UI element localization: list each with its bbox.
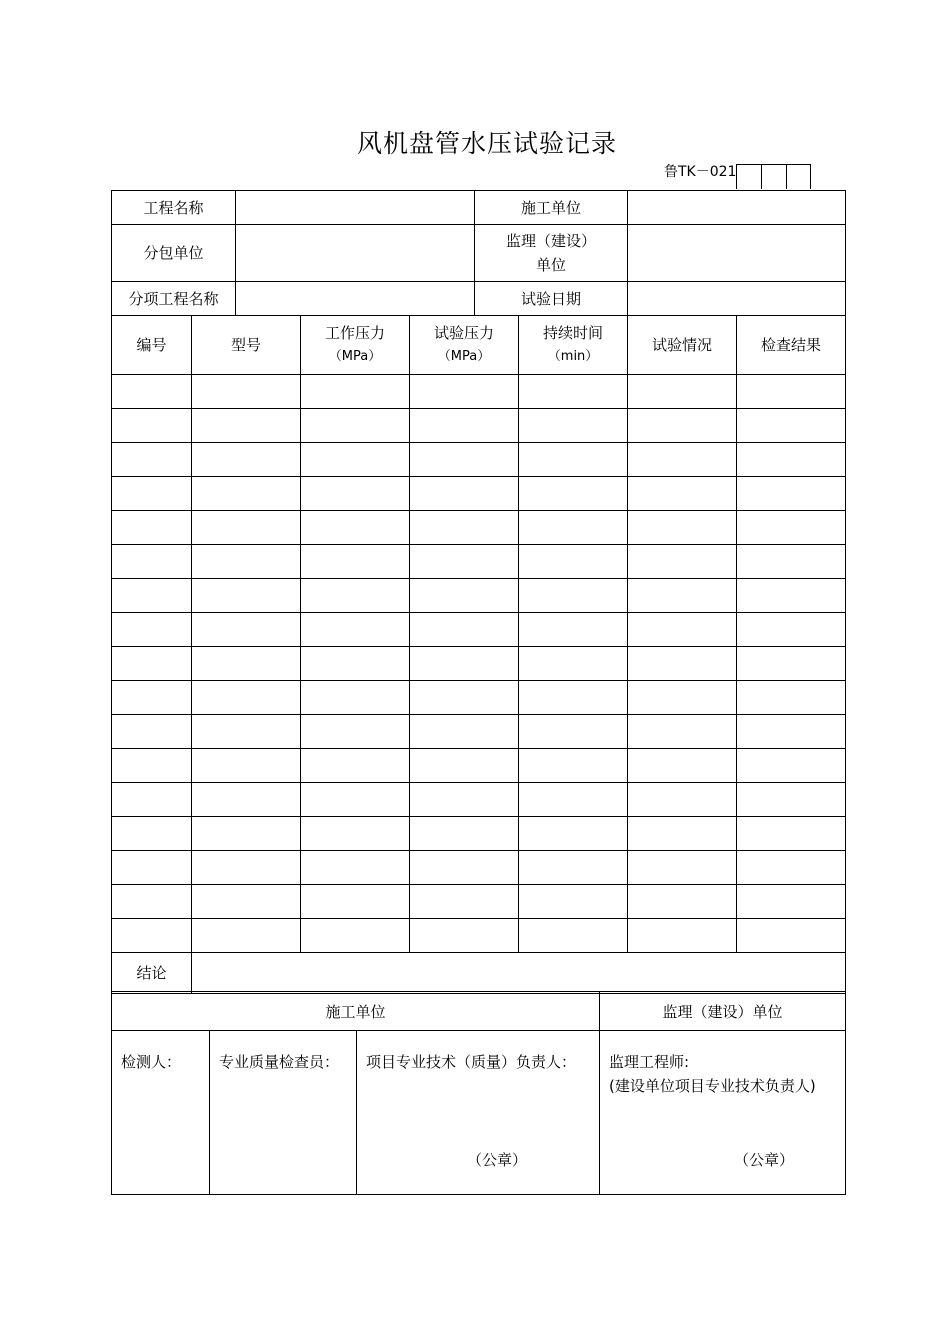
test-date-label: 试验日期: [475, 282, 628, 316]
table-row: [112, 579, 846, 613]
cell-work-pressure[interactable]: [301, 375, 410, 409]
column-header-row: [112, 316, 846, 375]
cell-test-status[interactable]: [628, 511, 737, 545]
cell-test-pressure[interactable]: [410, 545, 519, 579]
cell-test-pressure[interactable]: [410, 613, 519, 647]
engineer-label: [609, 1050, 816, 1098]
supervisor-field[interactable]: [628, 225, 846, 282]
cell-work-pressure[interactable]: [301, 851, 410, 885]
cell-no[interactable]: [112, 477, 192, 511]
cell-result[interactable]: [737, 511, 846, 545]
cell-no[interactable]: [112, 715, 192, 749]
col-work-pressure-label: 工作压力: [325, 324, 386, 342]
cell-no[interactable]: [112, 851, 192, 885]
cell-duration[interactable]: [519, 817, 628, 851]
cell-result[interactable]: [737, 409, 846, 443]
cell-model[interactable]: [192, 715, 301, 749]
seal-construction: （公章）: [467, 1151, 528, 1169]
code-box[interactable]: [786, 164, 811, 189]
cell-model[interactable]: [192, 443, 301, 477]
cell-test-status[interactable]: [628, 715, 737, 749]
cell-result[interactable]: [737, 681, 846, 715]
cell-result[interactable]: [737, 579, 846, 613]
cell-no[interactable]: [112, 579, 192, 613]
cell-test-status[interactable]: [628, 613, 737, 647]
tech-lead-cell[interactable]: [357, 1031, 600, 1195]
table-row: [112, 783, 846, 817]
cell-work-pressure[interactable]: [301, 749, 410, 783]
cell-duration[interactable]: [519, 477, 628, 511]
code-box[interactable]: [761, 164, 786, 189]
cell-no[interactable]: [112, 783, 192, 817]
cell-work-pressure[interactable]: [301, 783, 410, 817]
cell-work-pressure[interactable]: [301, 681, 410, 715]
cell-test-status[interactable]: [628, 375, 737, 409]
cell-model[interactable]: [192, 919, 301, 953]
cell-model[interactable]: [192, 545, 301, 579]
cell-work-pressure[interactable]: [301, 885, 410, 919]
engineer-title: 监理工程师:: [609, 1053, 690, 1071]
constructor-field[interactable]: [628, 191, 846, 225]
cell-duration[interactable]: [519, 613, 628, 647]
cell-test-pressure[interactable]: [410, 749, 519, 783]
cell-test-status[interactable]: [628, 783, 737, 817]
cell-model[interactable]: [192, 375, 301, 409]
form-code-label: 鲁TK－021: [664, 164, 737, 180]
cell-test-status[interactable]: [628, 919, 737, 953]
col-test-pressure-unit: （MPa）: [437, 349, 491, 364]
tech-lead-label: 项目专业技术（质量）负责人：: [366, 1053, 577, 1071]
cell-result[interactable]: [737, 749, 846, 783]
col-no: 编号: [112, 316, 192, 375]
cell-duration[interactable]: [519, 443, 628, 477]
constructor-label: 施工单位: [475, 191, 628, 225]
cell-duration[interactable]: [519, 885, 628, 919]
col-duration-label: 持续时间: [543, 324, 604, 342]
data-rows: [112, 375, 846, 953]
code-boxes: [736, 164, 811, 190]
cell-test-status[interactable]: [628, 817, 737, 851]
cell-result[interactable]: [737, 477, 846, 511]
inspector-label: 检测人：: [121, 1053, 182, 1071]
construction-unit-header: 施工单位: [112, 992, 600, 1031]
cell-duration[interactable]: [519, 749, 628, 783]
cell-test-pressure[interactable]: [410, 579, 519, 613]
col-model: 型号: [192, 316, 301, 375]
cell-work-pressure[interactable]: [301, 817, 410, 851]
cell-test-status[interactable]: [628, 579, 737, 613]
table-row: [112, 647, 846, 681]
cell-work-pressure[interactable]: [301, 613, 410, 647]
cell-result[interactable]: [737, 613, 846, 647]
cell-work-pressure[interactable]: [301, 579, 410, 613]
cell-result[interactable]: [737, 715, 846, 749]
page-title: 风机盘管水压试验记录: [356, 129, 617, 158]
cell-model[interactable]: [192, 681, 301, 715]
cell-duration[interactable]: [519, 783, 628, 817]
cell-model[interactable]: [192, 579, 301, 613]
conclusion-label: 结论: [112, 953, 192, 994]
sub-project-field[interactable]: [236, 282, 475, 316]
sub-project-label: 分项工程名称: [112, 282, 236, 316]
table-row: [112, 613, 846, 647]
cell-no[interactable]: [112, 919, 192, 953]
table-row: [112, 817, 846, 851]
quality-inspector-label: 专业质量检查员：: [219, 1053, 340, 1071]
cell-model[interactable]: [192, 817, 301, 851]
cell-result[interactable]: [737, 647, 846, 681]
supervisor-label-line2: 单位: [536, 256, 567, 274]
cell-duration[interactable]: [519, 375, 628, 409]
cell-work-pressure[interactable]: [301, 511, 410, 545]
table-row: [112, 511, 846, 545]
cell-no[interactable]: [112, 409, 192, 443]
cell-duration[interactable]: [519, 511, 628, 545]
subcontractor-field[interactable]: [236, 225, 475, 282]
cell-no[interactable]: [112, 647, 192, 681]
project-name-label: 工程名称: [112, 191, 236, 225]
cell-test-pressure[interactable]: [410, 681, 519, 715]
col-test-pressure-label: 试验压力: [434, 324, 495, 342]
cell-work-pressure[interactable]: [301, 545, 410, 579]
engineer-note: (建设单位项目专业技术负责人): [609, 1077, 816, 1095]
cell-duration[interactable]: [519, 919, 628, 953]
cell-test-pressure[interactable]: [410, 647, 519, 681]
cell-no[interactable]: [112, 545, 192, 579]
engineer-cell[interactable]: [600, 1031, 846, 1195]
table-row: [112, 851, 846, 885]
record-table: [111, 190, 846, 994]
table-row: [112, 443, 846, 477]
supervisor-label-line1: 监理（建设）: [506, 232, 597, 250]
col-duration: [519, 316, 628, 375]
cell-result[interactable]: [737, 375, 846, 409]
cell-result[interactable]: [737, 817, 846, 851]
cell-duration[interactable]: [519, 647, 628, 681]
cell-work-pressure[interactable]: [301, 647, 410, 681]
cell-test-status[interactable]: [628, 681, 737, 715]
cell-test-pressure[interactable]: [410, 477, 519, 511]
cell-model[interactable]: [192, 647, 301, 681]
cell-duration[interactable]: [519, 681, 628, 715]
code-box[interactable]: [736, 164, 761, 189]
cell-no[interactable]: [112, 375, 192, 409]
cell-test-pressure[interactable]: [410, 511, 519, 545]
cell-work-pressure[interactable]: [301, 477, 410, 511]
seal-supervision: （公章）: [734, 1151, 795, 1169]
cell-test-status[interactable]: [628, 409, 737, 443]
col-result: 检查结果: [737, 316, 846, 375]
signature-table: [111, 991, 846, 1195]
table-row: [112, 545, 846, 579]
cell-model[interactable]: [192, 511, 301, 545]
cell-no[interactable]: [112, 613, 192, 647]
cell-result[interactable]: [737, 885, 846, 919]
table-row: [112, 409, 846, 443]
cell-test-pressure[interactable]: [410, 443, 519, 477]
cell-test-pressure[interactable]: [410, 817, 519, 851]
cell-duration[interactable]: [519, 545, 628, 579]
cell-result[interactable]: [737, 545, 846, 579]
cell-no[interactable]: [112, 885, 192, 919]
cell-test-status[interactable]: [628, 851, 737, 885]
inspector-cell[interactable]: [112, 1031, 210, 1195]
cell-model[interactable]: [192, 851, 301, 885]
cell-result[interactable]: [737, 851, 846, 885]
cell-result[interactable]: [737, 919, 846, 953]
cell-test-pressure[interactable]: [410, 851, 519, 885]
cell-no[interactable]: [112, 749, 192, 783]
cell-test-status[interactable]: [628, 647, 737, 681]
cell-work-pressure[interactable]: [301, 443, 410, 477]
cell-model[interactable]: [192, 885, 301, 919]
cell-test-pressure[interactable]: [410, 885, 519, 919]
col-work-pressure: [301, 316, 410, 375]
cell-duration[interactable]: [519, 715, 628, 749]
cell-test-status[interactable]: [628, 545, 737, 579]
table-row: [112, 681, 846, 715]
col-test-pressure: [410, 316, 519, 375]
cell-model[interactable]: [192, 409, 301, 443]
cell-work-pressure[interactable]: [301, 919, 410, 953]
conclusion-field[interactable]: [192, 953, 846, 994]
table-row: [112, 749, 846, 783]
cell-work-pressure[interactable]: [301, 409, 410, 443]
test-date-field[interactable]: [628, 282, 846, 316]
cell-test-pressure[interactable]: [410, 375, 519, 409]
col-work-pressure-unit: （MPa）: [328, 349, 382, 364]
cell-test-status[interactable]: [628, 885, 737, 919]
subcontractor-label: 分包单位: [112, 225, 236, 282]
cell-test-status[interactable]: [628, 443, 737, 477]
cell-no[interactable]: [112, 443, 192, 477]
cell-model[interactable]: [192, 783, 301, 817]
col-test-status: 试验情况: [628, 316, 737, 375]
cell-result[interactable]: [737, 783, 846, 817]
cell-work-pressure[interactable]: [301, 715, 410, 749]
supervision-unit-header: 监理（建设）单位: [600, 992, 846, 1031]
cell-test-status[interactable]: [628, 477, 737, 511]
cell-test-pressure[interactable]: [410, 919, 519, 953]
table-row: [112, 919, 846, 953]
table-row: [112, 375, 846, 409]
cell-model[interactable]: [192, 749, 301, 783]
cell-duration[interactable]: [519, 851, 628, 885]
cell-no[interactable]: [112, 681, 192, 715]
cell-duration[interactable]: [519, 579, 628, 613]
table-row: [112, 715, 846, 749]
table-row: [112, 477, 846, 511]
quality-inspector-cell[interactable]: [210, 1031, 357, 1195]
cell-test-pressure[interactable]: [410, 783, 519, 817]
supervisor-label: [475, 225, 628, 282]
form-code: [664, 164, 811, 190]
table-row: [112, 885, 846, 919]
cell-test-status[interactable]: [628, 749, 737, 783]
cell-test-pressure[interactable]: [410, 715, 519, 749]
cell-model[interactable]: [192, 477, 301, 511]
project-name-field[interactable]: [236, 191, 475, 225]
cell-duration[interactable]: [519, 409, 628, 443]
cell-result[interactable]: [737, 443, 846, 477]
cell-no[interactable]: [112, 511, 192, 545]
cell-model[interactable]: [192, 613, 301, 647]
cell-test-pressure[interactable]: [410, 409, 519, 443]
col-duration-unit: （min）: [547, 349, 599, 364]
cell-no[interactable]: [112, 817, 192, 851]
